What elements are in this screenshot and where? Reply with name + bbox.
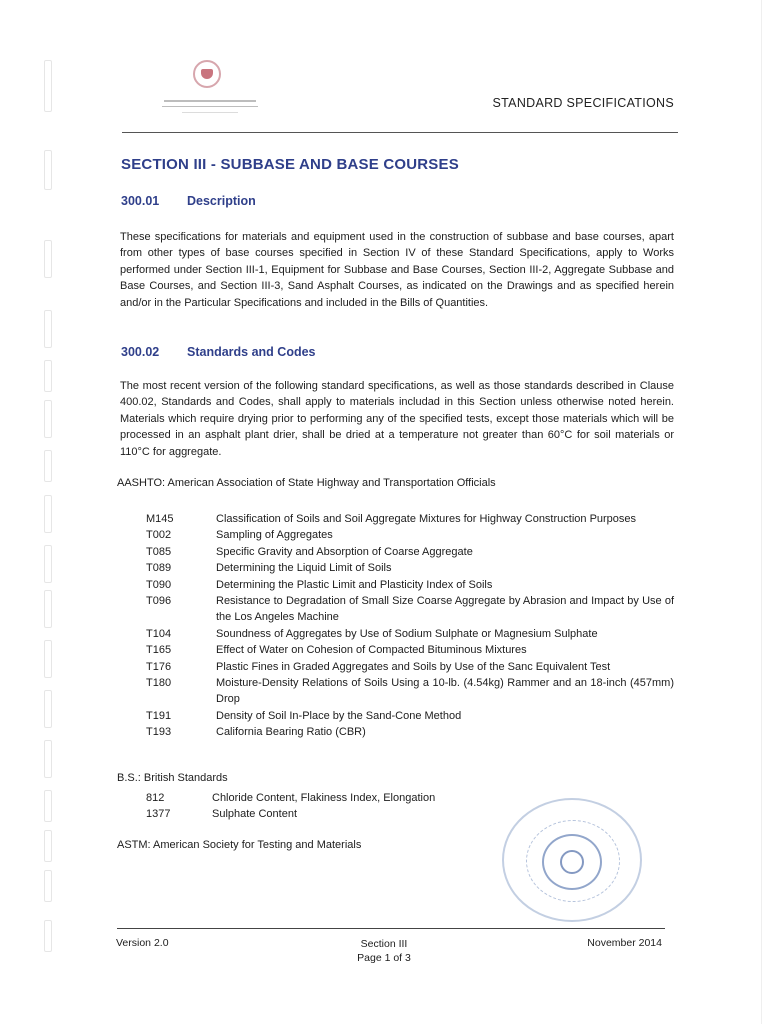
- footer-version: Version 2.0: [116, 937, 169, 949]
- standard-description: Sulphate Content: [212, 808, 298, 821]
- description-title: Description: [187, 194, 256, 208]
- standards-heading: [121, 345, 316, 359]
- standard-code: T002: [146, 529, 172, 542]
- standard-description: Sampling of Aggregates: [216, 529, 333, 542]
- standard-description: Determining the Liquid Limit of Soils: [216, 562, 392, 575]
- standard-code: T096: [146, 595, 172, 608]
- standard-code: 812: [146, 792, 165, 804]
- standard-code: T191: [146, 709, 172, 722]
- standard-description: Density of Soil In-Place by the Sand-Cone Method: [216, 709, 462, 722]
- standard-row: [146, 626, 674, 642]
- description-number: 300.01: [121, 194, 160, 208]
- standard-code: T085: [146, 545, 172, 558]
- standard-row: [146, 642, 674, 658]
- standards-title: Standards and Codes: [187, 345, 316, 359]
- standard-description: Plastic Fines in Graded Aggregates and Soils by Use of the Sanc Equivalent Test: [216, 660, 611, 673]
- standard-code: T193: [146, 726, 172, 739]
- standard-row: [146, 593, 674, 626]
- scan-edge: [761, 0, 762, 1024]
- standard-description: Determining the Plastic Limit and Plasticity Index of Soils: [216, 578, 493, 591]
- standard-row: [146, 511, 674, 527]
- header-title: STANDARD SPECIFICATIONS: [492, 96, 674, 110]
- standard-description: Soundness of Aggregates by Use of Sodium Sulphate or Magnesium Sulphate: [216, 627, 598, 640]
- footer-page-info: [330, 937, 438, 965]
- footer-page-number: Page 1 of 3: [357, 952, 411, 964]
- binder-hole-marks: [36, 40, 56, 1000]
- footer-section: Section III: [360, 938, 408, 950]
- aashto-standards-list: [146, 511, 674, 741]
- standard-code: T104: [146, 627, 172, 640]
- standard-code: T090: [146, 578, 172, 591]
- standard-row: [146, 544, 674, 560]
- standard-description: California Bearing Ratio (CBR): [216, 726, 366, 739]
- standard-description: Chloride Content, Flakiness Index, Elongation: [212, 792, 436, 804]
- header-divider: [122, 132, 678, 133]
- standard-description: Effect of Water on Cohesion of Compacted Bituminous Mixtures: [216, 644, 527, 657]
- aashto-label: AASHTO: American Association of State Highway and Transportation Officials: [117, 477, 496, 489]
- standard-code: T089: [146, 562, 172, 575]
- standard-code: T165: [146, 644, 172, 657]
- standards-paragraph: The most recent version of the following standard specifications, as well as those standards described in Clause 400.02, Standards and Codes, shall apply to materials includad in this Section unless otherwise noted herein. Materials which require drying prior to performing any of the specified tests, except those materials which will be processed in an asphalt plant drier, shall be dried at a temperature not greater than 60°C for soil materials or 110°C for aggregate.: [120, 380, 674, 458]
- bs-label: B.S.: British Standards: [117, 772, 228, 784]
- standard-row: [146, 675, 674, 708]
- official-seal-icon: [502, 798, 642, 922]
- standard-row: [146, 560, 674, 576]
- section-title: SECTION III - SUBBASE AND BASE COURSES: [121, 156, 459, 173]
- standard-code: M145: [146, 513, 174, 525]
- standard-row: [146, 724, 674, 740]
- description-paragraph: These specifications for materials and equipment used in the construction of subbase and base courses, apart from other types of base courses specified in Section IV of these Standard Specifications, apply to Works performed under Section III-1, Equipment for Subbase and Base Courses, Section III-2, Aggregate Subbase and Base Courses, and Section III-3, Sand Asphalt Courses, as indicated on the Drawings and as specified herein and/or in the Particular Specifications and included in the Bills of Quantities.: [120, 231, 674, 309]
- standard-code: T180: [146, 677, 172, 690]
- astm-label: ASTM: American Society for Testing and Materials: [117, 839, 362, 851]
- municipality-emblem-icon: [193, 60, 221, 88]
- footer-date: November 2014: [587, 937, 662, 949]
- standard-code: 1377: [146, 808, 171, 821]
- standard-description: Specific Gravity and Absorption of Coarse Aggregate: [216, 545, 473, 558]
- standard-row: [146, 527, 674, 543]
- standard-row: [146, 659, 674, 675]
- footer-divider: [117, 928, 665, 929]
- standard-code: T176: [146, 660, 172, 673]
- standard-description: Classification of Soils and Soil Aggregate Mixtures for Highway Construction Purposes: [216, 513, 637, 525]
- standard-row: [146, 577, 674, 593]
- standard-description: Moisture-Density Relations of Soils Using a 10-lb. (4.54kg) Rammer and an 18-inch (457mm) Drop: [216, 677, 674, 706]
- standard-description: Resistance to Degradation of Small Size Coarse Aggregate by Abrasion and Impact by Use of the Los Angeles Machine: [216, 595, 674, 624]
- standard-row: [146, 708, 674, 724]
- description-heading: [121, 194, 256, 208]
- organization-logo: [156, 58, 264, 120]
- standards-number: 300.02: [121, 345, 160, 359]
